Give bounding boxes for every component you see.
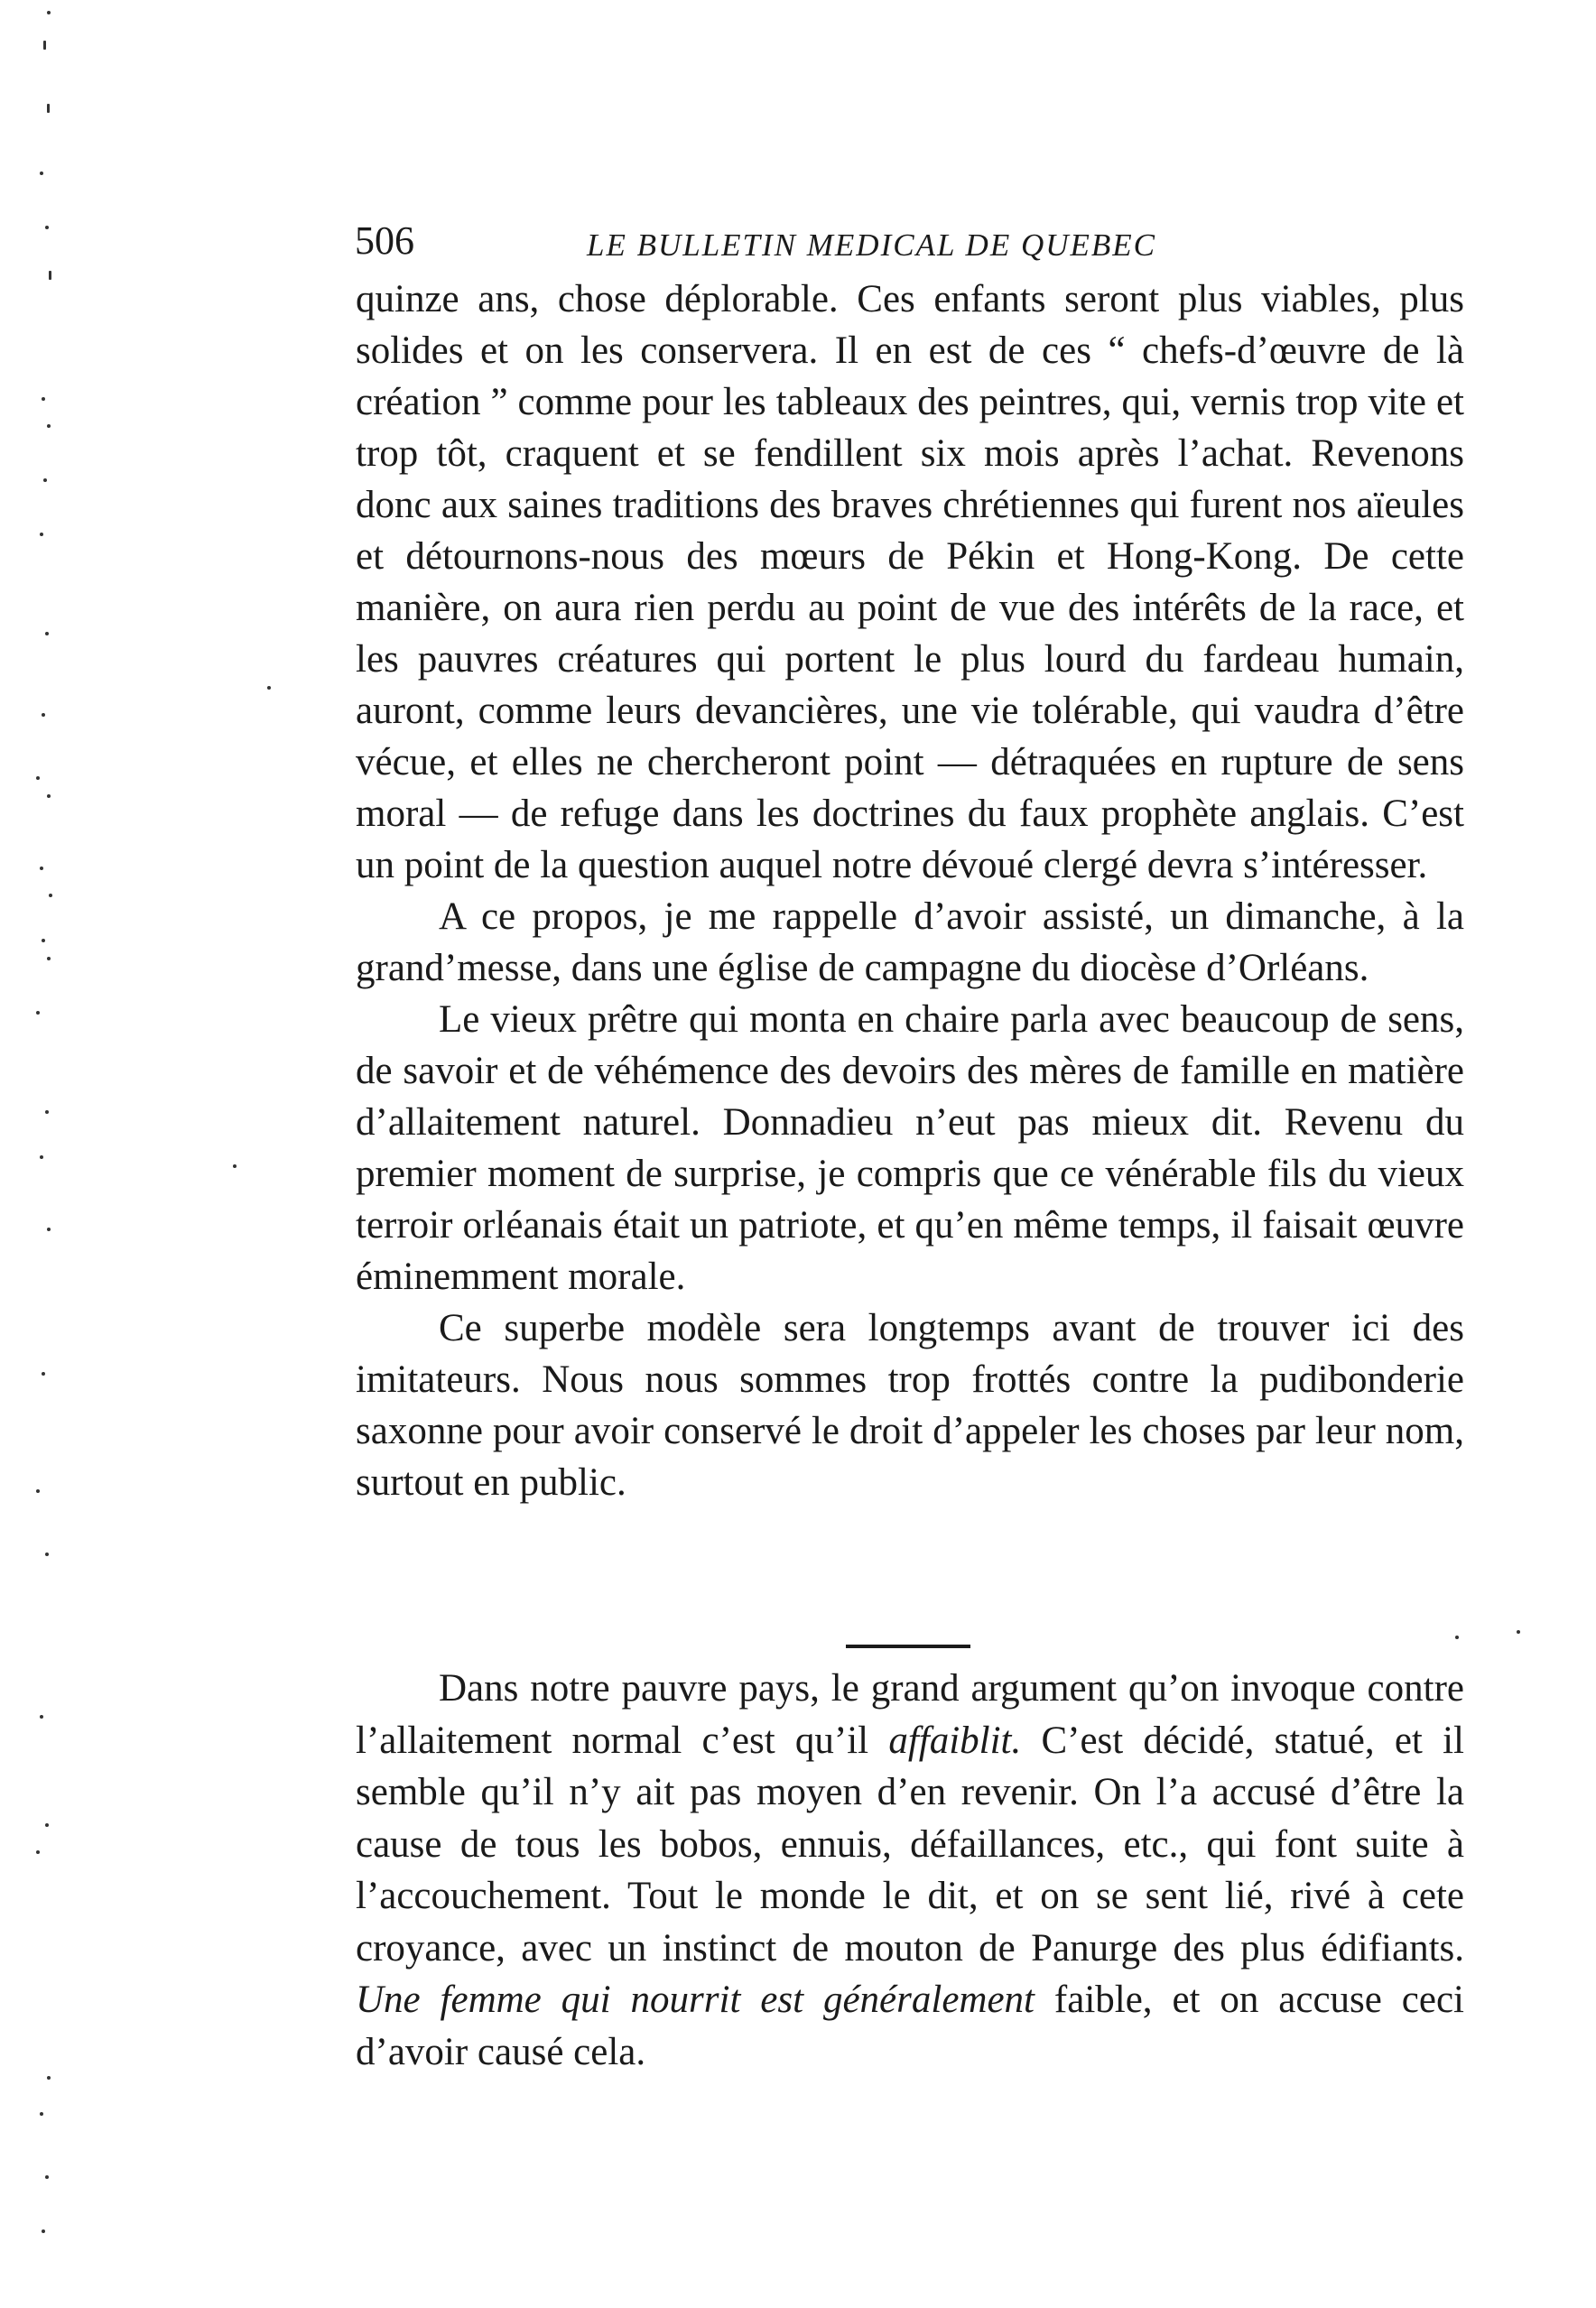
scan-speck — [45, 632, 49, 635]
scan-speck — [36, 1489, 40, 1493]
scan-speck — [43, 478, 47, 482]
scan-speck — [47, 424, 51, 428]
italic-word: affaiblit. — [888, 1719, 1022, 1762]
scan-speck — [40, 867, 43, 870]
text-run: Dans notre pauvre pays, le grand argument qu’on invoque contre l’allaitement normal c’est qu’il — [356, 1667, 1464, 1762]
paragraph: quinze ans, chose déplorable. Ces enfants seront plus viables, plus solides et on les conservera. Il en est de ces “ chefs-d’œuvre de là création ” comme pour les tableaux des peintres, qui, vernis trop vite et trop tôt, craquent et se fendillent six mois après l’achat. Revenons donc aux saines traditions des braves chrétiennes qui furent nos aïeules et détournons-nous des mœurs de Pékin et Hong-Kong. De cette manière, on aura rien perdu au point de vue des intérêts de la race, et les pauvres créatures qui portent le plus lourd du fardeau humain, auront, comme leurs devancières, une vie tolérable, qui vaudra d’être vécue, et elles ne chercheront point — détraquées en rupture de sens moral — de refuge dans les doctrines du faux prophète anglais. C’est un point de la question auquel notre dévoué clergé devra s’intéresser. — [356, 278, 1464, 886]
scan-speck — [36, 1011, 40, 1015]
scan-speck — [40, 1155, 43, 1159]
scan-speck — [45, 226, 49, 229]
body-text-bottom — [356, 1663, 1464, 2078]
paragraph — [356, 1663, 1464, 2078]
scan-speck — [45, 1110, 49, 1114]
scan-speck — [47, 957, 51, 960]
paragraph: Ce superbe modèle sera longtemps avant de trouver ici des imitateurs. Nous nous sommes trop frottés contre la pudibonderie saxonne pour avoir conservé le droit d’appeler les choses par leur nom, surtout en public. — [356, 1307, 1464, 1504]
scan-speck — [42, 713, 45, 717]
text-run: faible, et on accuse ceci d’avoir causé cela. — [356, 1979, 1464, 2073]
italic-sentence: Une femme qui nourrit est généralement — [356, 1979, 1035, 2021]
scan-speck — [47, 2076, 51, 2080]
scan-speck — [47, 794, 51, 798]
scan-speck — [40, 171, 43, 175]
scan-speck — [267, 686, 271, 690]
scan-speck — [49, 894, 52, 897]
scan-speck — [36, 1850, 40, 1854]
scan-speck — [45, 1823, 49, 1827]
scan-speck — [40, 533, 43, 536]
scan-speck — [45, 1553, 49, 1556]
scan-speck — [43, 41, 46, 50]
scan-speck — [42, 1372, 45, 1376]
scan-speck — [42, 397, 45, 401]
scan-speck — [36, 776, 40, 780]
scan-speck — [40, 1715, 43, 1719]
scan-speck — [42, 2229, 45, 2233]
scan-speck — [47, 11, 51, 14]
running-title: LE BULLETIN MEDICAL DE QUEBEC — [587, 227, 1156, 263]
scan-speck — [1455, 1636, 1459, 1639]
section-divider — [846, 1645, 970, 1648]
body-text-top — [356, 273, 1464, 1508]
scan-speck — [47, 104, 50, 113]
scan-speck — [45, 2175, 49, 2179]
scan-speck — [42, 939, 45, 942]
scan-speck — [233, 1164, 237, 1168]
scan-speck — [47, 1228, 51, 1231]
scan-speck — [49, 271, 51, 280]
paragraph: Le vieux prêtre qui monta en chaire parla avec beaucoup de sens, de savoir et de véhémence des devoirs des mères de famille en matière d’allaitement naturel. Donnadieu n’eut pas mieux dit. Revenu du premier moment de surprise, je compris que ce vénérable fils du vieux terroir orléanais était un patriote, et qu’en même temps, il faisait œuvre éminemment morale. — [356, 998, 1464, 1298]
page-number: 506 — [355, 218, 414, 263]
scan-speck — [40, 2112, 43, 2116]
paragraph: A ce propos, je me rappelle d’avoir assisté, un dimanche, à la grand’messe, dans une église de campagne du diocèse d’Orléans. — [356, 895, 1464, 989]
scan-speck — [1517, 1630, 1520, 1634]
text-run: C’est décidé, statué, et il semble qu’il n’y ait pas moyen d’en revenir. On l’a accusé d’être la cause de tous les bobos, ennuis, défaillances, etc., qui font suite à l’accouchement. Tout le monde le dit, et on se sent lié, rivé à cete croyance, avec un instinct de mouton de Panurge des plus édifiants. — [356, 1719, 1464, 1970]
